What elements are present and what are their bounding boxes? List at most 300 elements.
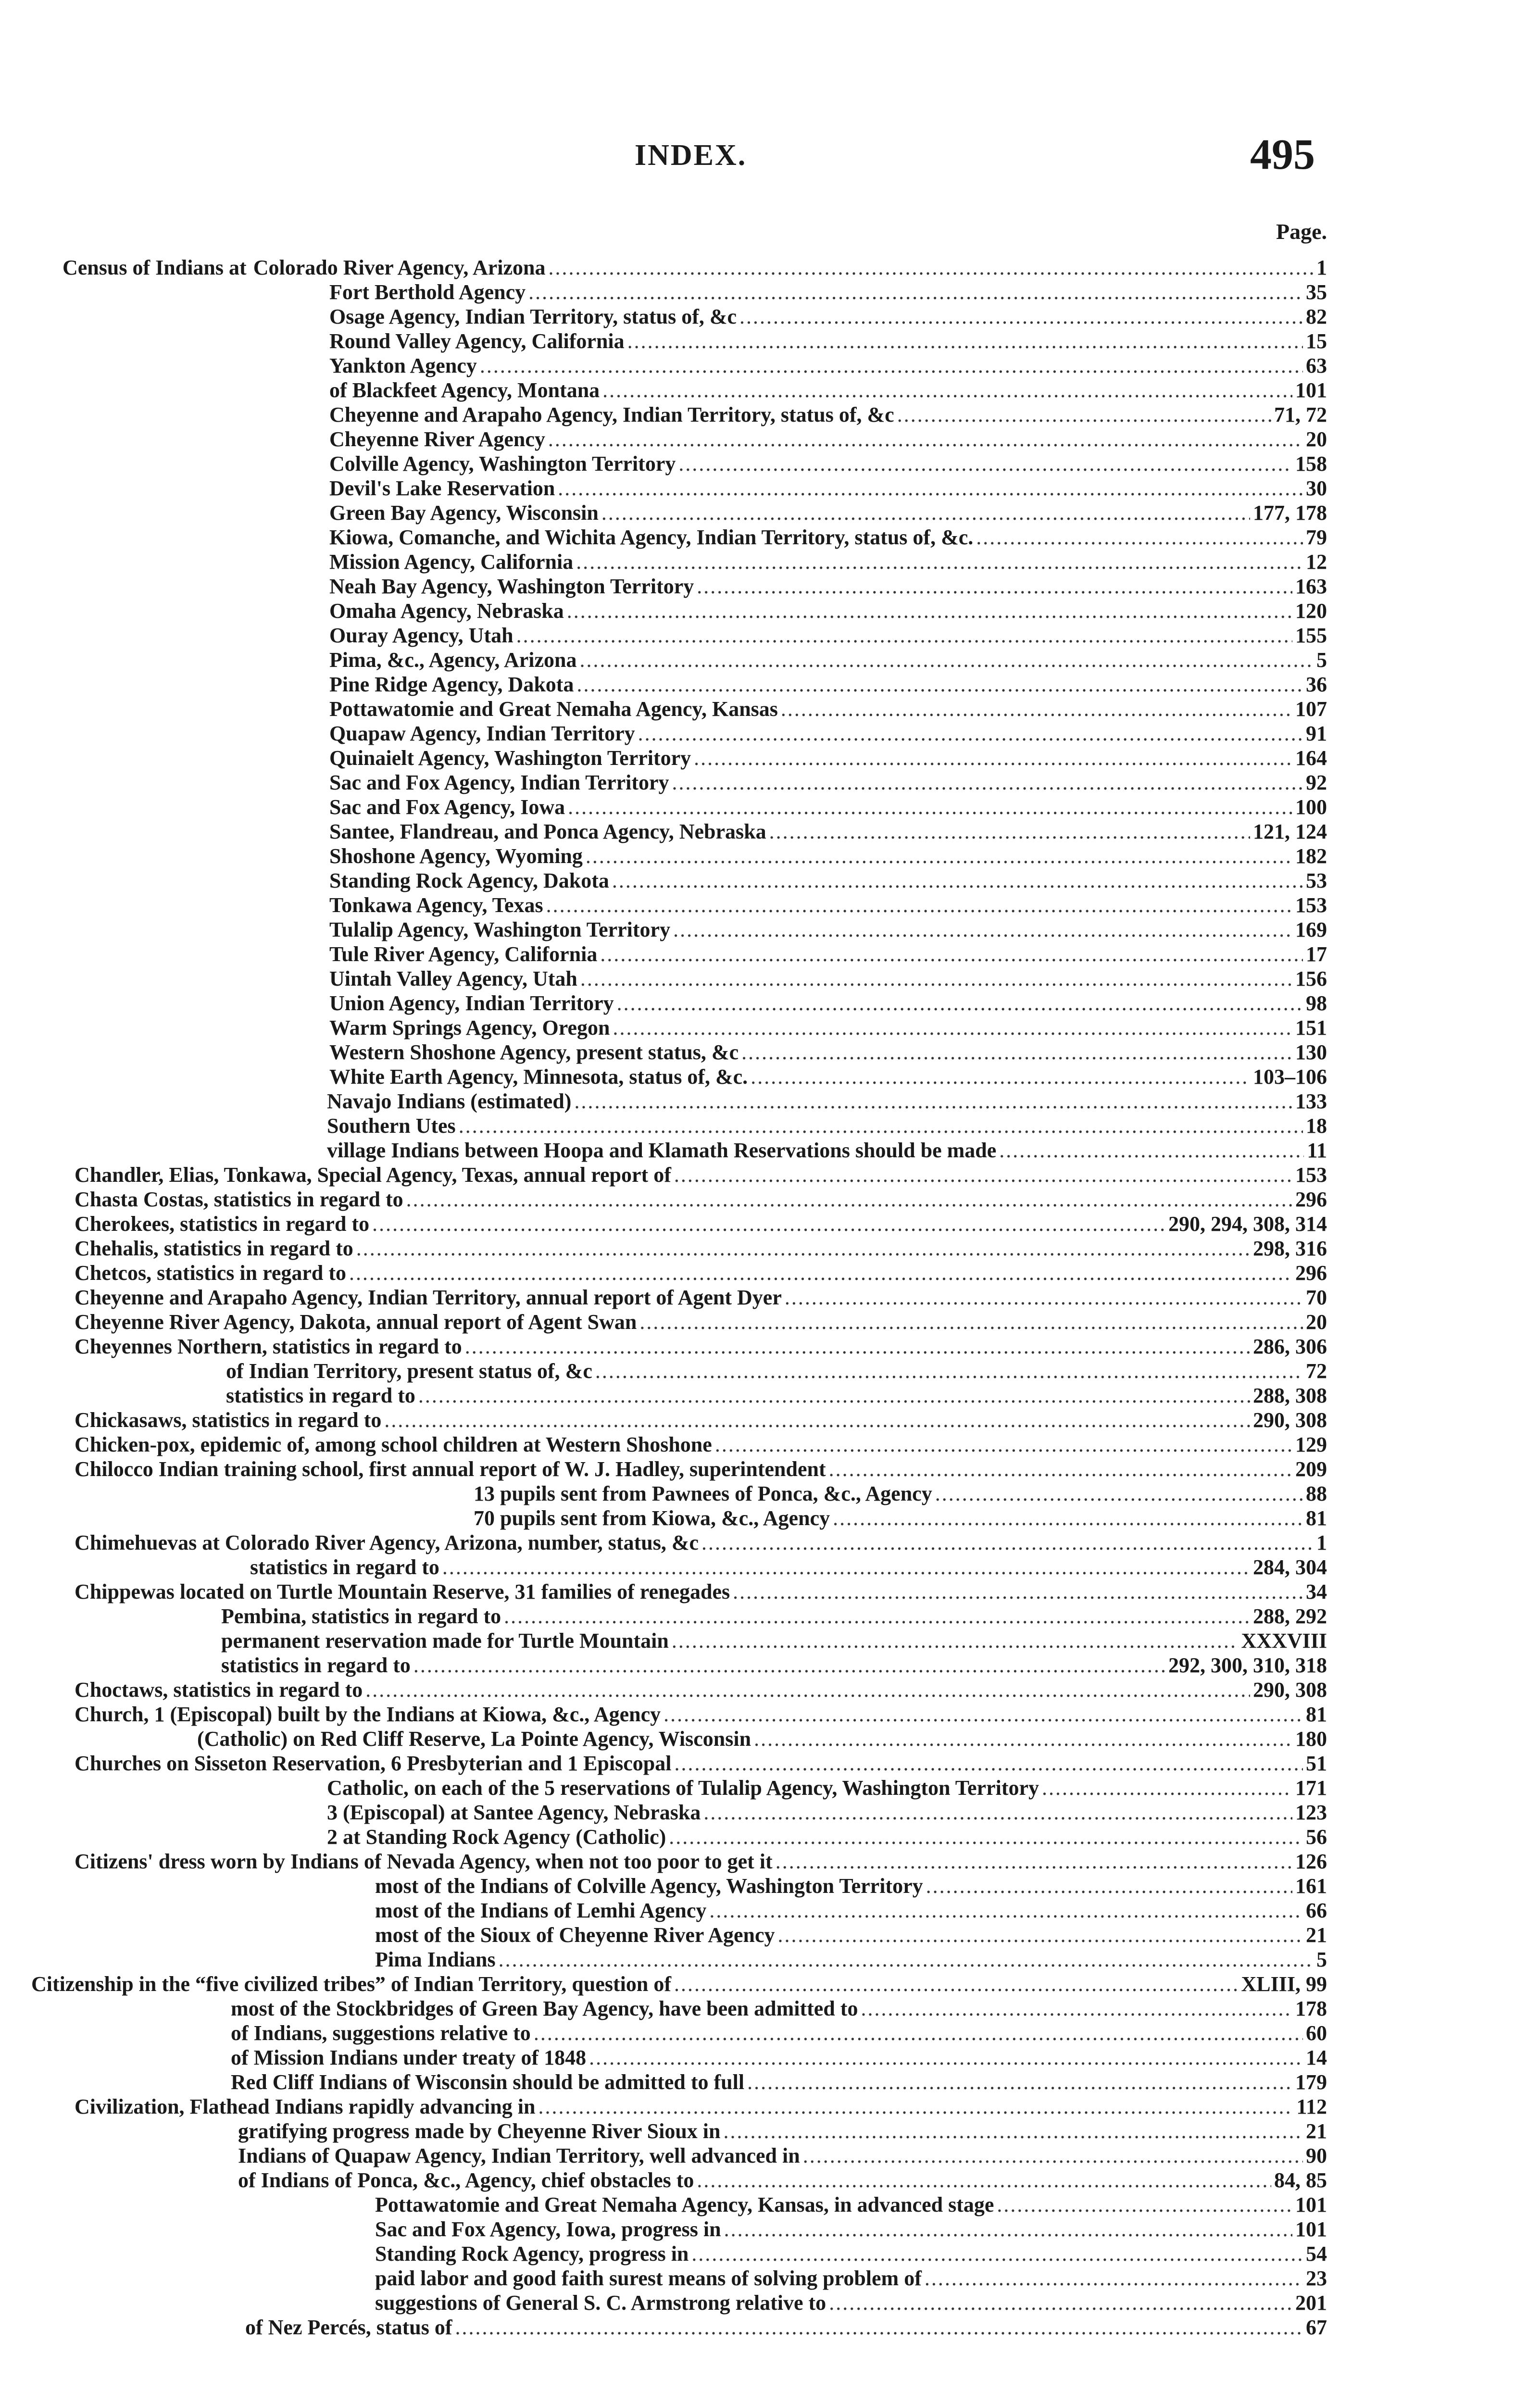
entry-page-ref: 88 bbox=[1306, 1482, 1327, 1505]
index-entry bbox=[75, 1163, 1327, 1187]
dot-leader bbox=[999, 1138, 1304, 1163]
entry-text: Pima Indians bbox=[375, 1948, 496, 1971]
index-entry bbox=[329, 476, 1327, 501]
entry-text: Catholic, on each of the 5 reservations of Tulalip Agency, Washington Territory bbox=[327, 1776, 1039, 1800]
entry-page-ref: 171 bbox=[1295, 1776, 1327, 1800]
entry-page-ref: 129 bbox=[1295, 1433, 1327, 1456]
dot-leader bbox=[516, 623, 1292, 648]
dot-leader bbox=[455, 2315, 1303, 2340]
entry-page-ref: 296 bbox=[1295, 1188, 1327, 1211]
dot-leader bbox=[674, 1751, 1303, 1776]
index-entry bbox=[329, 451, 1327, 476]
entry-page-ref: 79 bbox=[1306, 526, 1327, 549]
entry-page-ref: 290, 308 bbox=[1253, 1678, 1327, 1702]
entry-text: Pottawatomie and Great Nemaha Agency, Kansas, in advanced stage bbox=[375, 2193, 994, 2216]
index-entry bbox=[329, 1040, 1327, 1064]
entry-text: Osage Agency, Indian Territory, status of, &c bbox=[329, 305, 737, 328]
index-entry bbox=[238, 2143, 1327, 2168]
dot-leader bbox=[769, 819, 1250, 844]
dot-leader bbox=[669, 1825, 1303, 1849]
entry-page-ref: 14 bbox=[1306, 2046, 1327, 2069]
index-entry bbox=[63, 255, 1327, 280]
index-entry bbox=[231, 2070, 1327, 2094]
entry-page-ref: 1 bbox=[1316, 256, 1327, 279]
entry-page-ref: 20 bbox=[1306, 427, 1327, 451]
index-entry bbox=[375, 1923, 1327, 1947]
entry-text: Kiowa, Comanche, and Wichita Agency, Indian Territory, status of, &c. bbox=[329, 526, 974, 549]
index-entry bbox=[329, 623, 1327, 648]
dot-leader bbox=[829, 1457, 1292, 1481]
dot-leader bbox=[741, 1040, 1292, 1064]
entry-text: Colville Agency, Washington Territory bbox=[329, 452, 676, 476]
entry-page-ref: 17 bbox=[1306, 942, 1327, 966]
entry-page-ref: 56 bbox=[1306, 1825, 1327, 1849]
entry-text: Yankton Agency bbox=[329, 354, 477, 377]
entry-text: Green Bay Agency, Wisconsin bbox=[329, 501, 599, 525]
index-entry bbox=[329, 844, 1327, 868]
entry-text: Tulalip Agency, Washington Territory bbox=[329, 918, 671, 941]
dot-leader bbox=[612, 868, 1303, 893]
dot-leader bbox=[803, 2143, 1303, 2168]
entry-text: Devil's Lake Reservation bbox=[329, 476, 555, 500]
dot-leader bbox=[480, 353, 1303, 378]
dot-leader bbox=[589, 2045, 1303, 2070]
entry-page-ref: 290, 308 bbox=[1253, 1408, 1327, 1432]
entry-page-ref: 298, 316 bbox=[1253, 1237, 1327, 1260]
entry-page-ref: 107 bbox=[1295, 697, 1327, 721]
entry-page-ref: 70 bbox=[1306, 1286, 1327, 1309]
dot-leader bbox=[418, 1383, 1250, 1408]
index-entry bbox=[75, 1212, 1327, 1236]
dot-leader bbox=[546, 893, 1292, 917]
index-entry bbox=[327, 1776, 1327, 1800]
entry-text: Chasta Costas, statistics in regard to bbox=[75, 1188, 403, 1211]
index-entry bbox=[327, 1114, 1327, 1138]
index-entry bbox=[75, 1678, 1327, 1702]
entry-page-ref: 153 bbox=[1295, 1163, 1327, 1187]
entry-text: Civilization, Flathead Indians rapidly advancing in bbox=[75, 2095, 536, 2118]
entry-page-ref: 34 bbox=[1306, 1580, 1327, 1603]
dot-leader bbox=[576, 550, 1303, 574]
index-entry bbox=[329, 917, 1327, 942]
entry-page-ref: 158 bbox=[1295, 452, 1327, 476]
dot-leader bbox=[548, 427, 1303, 451]
entry-page-ref: 98 bbox=[1306, 991, 1327, 1015]
dot-leader bbox=[406, 1187, 1292, 1212]
entry-text: Pembina, statistics in regard to bbox=[221, 1604, 501, 1628]
entry-page-ref: 201 bbox=[1295, 2291, 1327, 2315]
entry-page-ref: 126 bbox=[1295, 1850, 1327, 1873]
entry-page-ref: 164 bbox=[1295, 746, 1327, 770]
entry-page-ref: 82 bbox=[1306, 305, 1327, 328]
entry-text: Chippewas located on Turtle Mountain Reserve, 31 families of renegades bbox=[75, 1580, 730, 1603]
index-entry bbox=[327, 1138, 1327, 1163]
index-entry bbox=[75, 2094, 1327, 2119]
dot-leader bbox=[829, 2291, 1292, 2315]
dot-leader bbox=[617, 991, 1303, 1015]
entry-page-ref: 67 bbox=[1306, 2316, 1327, 2339]
dot-leader bbox=[833, 1506, 1303, 1530]
entry-text: 70 pupils sent from Kiowa, &c., Agency bbox=[474, 1506, 830, 1530]
entry-page-ref: 90 bbox=[1306, 2144, 1327, 2167]
dot-leader bbox=[694, 746, 1292, 770]
index-entry bbox=[329, 525, 1327, 550]
entry-text: Chickasaws, statistics in regard to bbox=[75, 1408, 382, 1432]
entry-page-ref: 130 bbox=[1295, 1040, 1327, 1064]
index-entry bbox=[327, 1800, 1327, 1825]
entry-text: Chandler, Elias, Tonkawa, Special Agency, Texas, annual report of bbox=[75, 1163, 671, 1187]
entry-text: Cheyenne River Agency bbox=[329, 427, 545, 451]
index-entry bbox=[329, 893, 1327, 917]
entry-page-ref: 23 bbox=[1306, 2266, 1327, 2290]
entry-page-ref: 101 bbox=[1295, 378, 1327, 402]
entry-page-ref: 72 bbox=[1306, 1359, 1327, 1383]
entry-page-ref: 35 bbox=[1306, 280, 1327, 304]
index-entry bbox=[329, 427, 1327, 451]
index-entry bbox=[75, 1408, 1327, 1432]
index-entry bbox=[329, 795, 1327, 819]
dot-leader bbox=[776, 1849, 1292, 1874]
entry-page-ref: 161 bbox=[1295, 1874, 1327, 1898]
entry-page-ref: 155 bbox=[1295, 624, 1327, 647]
entry-page-ref: 180 bbox=[1295, 1727, 1327, 1751]
index-entry bbox=[329, 402, 1327, 427]
dot-leader bbox=[672, 1628, 1239, 1653]
index-entry bbox=[75, 1457, 1327, 1481]
dot-leader bbox=[459, 1114, 1303, 1138]
entry-text: statistics in regard to bbox=[226, 1384, 415, 1407]
entry-text: of Indians of Ponca, &c., Agency, chief obstacles to bbox=[238, 2168, 694, 2192]
index-entry bbox=[329, 1015, 1327, 1040]
entry-page-ref: 288, 308 bbox=[1253, 1384, 1327, 1407]
entry-text: Western Shoshone Agency, present status, &c bbox=[329, 1040, 739, 1064]
dot-leader bbox=[935, 1481, 1303, 1506]
index-entry bbox=[329, 1064, 1327, 1089]
entry-text: Red Cliff Indians of Wisconsin should be admitted to full bbox=[231, 2070, 745, 2094]
index-entry bbox=[75, 1530, 1327, 1555]
dot-leader bbox=[997, 2192, 1292, 2217]
entry-text: Cheyennes Northern, statistics in regard to bbox=[75, 1335, 462, 1358]
dot-leader bbox=[384, 1408, 1250, 1432]
dot-leader bbox=[549, 255, 1314, 280]
dot-leader bbox=[595, 1359, 1303, 1383]
index-entry bbox=[197, 1727, 1327, 1751]
entry-page-ref: 1 bbox=[1316, 1531, 1327, 1554]
dot-leader bbox=[600, 942, 1303, 966]
entry-page-ref: 101 bbox=[1295, 2217, 1327, 2241]
entry-page-ref: 51 bbox=[1306, 1752, 1327, 1775]
entry-text: Pine Ridge Agency, Dakota bbox=[329, 673, 574, 696]
dot-leader bbox=[739, 304, 1303, 329]
entry-page-ref: 112 bbox=[1296, 2095, 1327, 2118]
entry-text: Neah Bay Agency, Washington Territory bbox=[329, 575, 694, 598]
index-entry bbox=[329, 672, 1327, 697]
entry-page-ref: 18 bbox=[1306, 1114, 1327, 1138]
index-entry bbox=[238, 2168, 1327, 2192]
index-entry bbox=[75, 1236, 1327, 1261]
index-entry bbox=[329, 966, 1327, 991]
index-entry bbox=[75, 1702, 1327, 1727]
dot-leader bbox=[365, 1678, 1250, 1702]
entry-page-ref: 11 bbox=[1307, 1139, 1327, 1162]
index-entry bbox=[329, 574, 1327, 599]
dot-leader bbox=[638, 721, 1303, 746]
index-entry bbox=[375, 2192, 1327, 2217]
dot-leader bbox=[602, 378, 1292, 402]
dot-leader bbox=[926, 1874, 1292, 1898]
entry-page-ref: 20 bbox=[1306, 1310, 1327, 1334]
entry-text: Citizenship in the “five civilized tribes” of Indian Territory, question of bbox=[31, 1972, 672, 1996]
entry-text: Sac and Fox Agency, Iowa, progress in bbox=[375, 2217, 721, 2241]
dot-leader bbox=[568, 795, 1292, 819]
entry-text: Pima, &c., Agency, Arizona bbox=[329, 648, 577, 672]
entry-text: Shoshone Agency, Wyoming bbox=[329, 844, 583, 868]
dot-leader bbox=[639, 1310, 1303, 1334]
page-number: 495 bbox=[1250, 131, 1315, 178]
entry-text: Omaha Agency, Nebraska bbox=[329, 599, 564, 623]
index-entry bbox=[329, 648, 1327, 672]
index-entry bbox=[329, 942, 1327, 966]
entry-text: Standing Rock Agency, Dakota bbox=[329, 869, 609, 892]
index-entry bbox=[75, 1334, 1327, 1359]
entry-text: gratifying progress made by Cheyenne River Sioux in bbox=[238, 2119, 721, 2143]
index-entry bbox=[231, 1996, 1327, 2021]
entry-page-ref: 156 bbox=[1295, 967, 1327, 990]
entry-text: Indians of Quapaw Agency, Indian Territory, well advanced in bbox=[238, 2144, 800, 2167]
entry-text: Church, 1 (Episcopal) built by the Indians at Kiowa, &c., Agency bbox=[75, 1703, 661, 1726]
entry-page-ref: 66 bbox=[1306, 1899, 1327, 1922]
entry-page-ref: 182 bbox=[1295, 844, 1327, 868]
dot-leader bbox=[567, 599, 1292, 623]
entry-text: most of the Stockbridges of Green Bay Agency, have been admitted to bbox=[231, 1997, 858, 2020]
dot-leader bbox=[897, 402, 1271, 427]
entry-page-ref: 84, 85 bbox=[1274, 2168, 1327, 2192]
dot-leader bbox=[442, 1555, 1250, 1579]
entry-text: of Nez Percés, status of bbox=[245, 2316, 452, 2339]
dot-leader bbox=[356, 1236, 1250, 1261]
entry-text: Uintah Valley Agency, Utah bbox=[329, 967, 577, 990]
entry-text: Sac and Fox Agency, Iowa bbox=[329, 795, 565, 819]
dot-leader bbox=[664, 1702, 1303, 1727]
dot-leader bbox=[678, 451, 1292, 476]
entry-page-ref: 100 bbox=[1295, 795, 1327, 819]
dot-leader bbox=[349, 1261, 1292, 1285]
index-entry bbox=[75, 1432, 1327, 1457]
entry-text: White Earth Agency, Minnesota, status of, &c. bbox=[329, 1065, 748, 1089]
entry-page-ref: 153 bbox=[1295, 893, 1327, 917]
index-entry bbox=[474, 1481, 1327, 1506]
page-column-heading: Page. bbox=[1276, 219, 1327, 244]
entry-text: Round Valley Agency, California bbox=[329, 329, 625, 353]
entry-text: most of the Indians of Colville Agency, Washington Territory bbox=[375, 1874, 923, 1898]
entry-page-ref: 15 bbox=[1306, 329, 1327, 353]
entry-page-ref: XLIII, 99 bbox=[1241, 1972, 1327, 1996]
entry-text: Warm Springs Agency, Oregon bbox=[329, 1016, 610, 1039]
dot-leader bbox=[413, 1653, 1165, 1678]
dot-leader bbox=[785, 1285, 1303, 1310]
entry-text: Cheyenne and Arapaho Agency, Indian Territory, annual report of Agent Dyer bbox=[75, 1286, 782, 1309]
index-entry bbox=[329, 819, 1327, 844]
entry-page-ref: 60 bbox=[1306, 2021, 1327, 2045]
entry-text: Sac and Fox Agency, Indian Territory bbox=[329, 771, 669, 794]
index-entry bbox=[329, 378, 1327, 402]
dot-leader bbox=[747, 2070, 1292, 2094]
dot-leader bbox=[528, 280, 1303, 304]
index-entry bbox=[231, 2045, 1327, 2070]
entry-text: 3 (Episcopal) at Santee Agency, Nebraska bbox=[327, 1801, 701, 1824]
index-entry bbox=[327, 1089, 1327, 1114]
entry-page-ref: 81 bbox=[1306, 1506, 1327, 1530]
dot-leader bbox=[534, 2021, 1303, 2045]
dot-leader bbox=[674, 1972, 1238, 1996]
dot-leader bbox=[781, 697, 1292, 721]
dot-leader bbox=[1042, 1776, 1292, 1800]
dot-leader bbox=[691, 2241, 1303, 2266]
index-entry bbox=[250, 1555, 1327, 1579]
index-entry bbox=[221, 1628, 1327, 1653]
entry-text: Quapaw Agency, Indian Territory bbox=[329, 722, 635, 745]
entry-text: Ouray Agency, Utah bbox=[329, 624, 513, 647]
index-entry bbox=[329, 599, 1327, 623]
index-entry bbox=[327, 1825, 1327, 1849]
index-entry bbox=[238, 2119, 1327, 2143]
dot-leader bbox=[586, 844, 1292, 868]
index-entry bbox=[329, 746, 1327, 770]
dot-leader bbox=[372, 1212, 1165, 1236]
entry-text: statistics in regard to bbox=[221, 1653, 411, 1677]
entry-text: Pottawatomie and Great Nemaha Agency, Kansas bbox=[329, 697, 778, 721]
index-entry bbox=[221, 1653, 1327, 1678]
entry-page-ref: 5 bbox=[1316, 648, 1327, 672]
entry-lead-heading: Census of Indians at bbox=[63, 256, 247, 279]
index-entry bbox=[329, 770, 1327, 795]
entry-text: Standing Rock Agency, progress in bbox=[375, 2242, 689, 2266]
index-entry bbox=[31, 1972, 1327, 1996]
entry-text: paid labor and good faith surest means of solving problem of bbox=[375, 2266, 922, 2290]
index-entry bbox=[375, 2241, 1327, 2266]
entry-page-ref: 121, 124 bbox=[1253, 820, 1327, 843]
dot-leader bbox=[576, 672, 1303, 697]
entry-page-ref: 71, 72 bbox=[1274, 403, 1327, 426]
entry-text: (Catholic) on Red Cliff Reserve, La Pointe Agency, Wisconsin bbox=[197, 1727, 751, 1751]
entry-text: Choctaws, statistics in regard to bbox=[75, 1678, 363, 1702]
index-entry bbox=[75, 1310, 1327, 1334]
dot-leader bbox=[499, 1947, 1314, 1972]
entry-page-ref: 151 bbox=[1295, 1016, 1327, 1039]
dot-leader bbox=[672, 770, 1303, 795]
dot-leader bbox=[601, 501, 1250, 525]
dot-leader bbox=[925, 2266, 1303, 2291]
entry-page-ref: 63 bbox=[1306, 354, 1327, 377]
entry-text: Chehalis, statistics in regard to bbox=[75, 1237, 353, 1260]
dot-leader bbox=[613, 1015, 1292, 1040]
entry-page-ref: 163 bbox=[1295, 575, 1327, 598]
entry-text: Churches on Sisseton Reservation, 6 Presbyterian and 1 Episcopal bbox=[75, 1752, 672, 1775]
entry-page-ref: 292, 300, 310, 318 bbox=[1168, 1653, 1327, 1677]
index-entry bbox=[75, 1187, 1327, 1212]
dot-leader bbox=[673, 917, 1292, 942]
entry-text: Southern Utes bbox=[327, 1114, 456, 1138]
entry-page-ref: 53 bbox=[1306, 869, 1327, 892]
index-entry bbox=[75, 1285, 1327, 1310]
dot-leader bbox=[733, 1579, 1303, 1604]
entry-page-ref: 286, 306 bbox=[1253, 1335, 1327, 1358]
dot-leader bbox=[754, 1727, 1292, 1751]
entry-text: Tonkawa Agency, Texas bbox=[329, 893, 543, 917]
index-entry bbox=[375, 1874, 1327, 1898]
index-entry bbox=[375, 1947, 1327, 1972]
entry-page-ref: 91 bbox=[1306, 722, 1327, 745]
dot-leader bbox=[709, 1898, 1303, 1923]
dot-leader bbox=[724, 2217, 1292, 2241]
dot-leader bbox=[701, 1530, 1314, 1555]
entry-text: 13 pupils sent from Pawnees of Ponca, &c., Agency bbox=[474, 1482, 932, 1505]
index-entry bbox=[329, 329, 1327, 353]
entry-page-ref: 5 bbox=[1316, 1948, 1327, 1971]
dot-leader bbox=[715, 1432, 1292, 1457]
entry-page-ref: 12 bbox=[1306, 550, 1327, 574]
dot-leader bbox=[627, 329, 1303, 353]
index-entry bbox=[329, 697, 1327, 721]
entry-text: Union Agency, Indian Territory bbox=[329, 991, 614, 1015]
index-entry bbox=[221, 1604, 1327, 1628]
entry-page-ref: 30 bbox=[1306, 476, 1327, 500]
entry-page-ref: 54 bbox=[1306, 2242, 1327, 2266]
index-entry bbox=[75, 1579, 1327, 1604]
index-entry bbox=[329, 550, 1327, 574]
dot-leader bbox=[697, 2168, 1271, 2192]
entry-page-ref: XXXVIII bbox=[1241, 1629, 1327, 1653]
dot-leader bbox=[697, 574, 1292, 599]
entry-page-ref: 178 bbox=[1295, 1997, 1327, 2020]
index-entry bbox=[375, 2291, 1327, 2315]
dot-leader bbox=[703, 1800, 1292, 1825]
entry-text: Chicken-pox, epidemic of, among school children at Western Shoshone bbox=[75, 1433, 712, 1456]
entry-text: Quinaielt Agency, Washington Territory bbox=[329, 746, 691, 770]
entry-text: Cherokees, statistics in regard to bbox=[75, 1212, 370, 1236]
entry-page-ref: 120 bbox=[1295, 599, 1327, 623]
index-entry bbox=[329, 304, 1327, 329]
entry-text: of Indian Territory, present status of, &c bbox=[226, 1359, 592, 1383]
index-entry bbox=[329, 501, 1327, 525]
dot-leader bbox=[465, 1334, 1250, 1359]
entry-text: Citizens' dress worn by Indians of Nevada Agency, when not too poor to get it bbox=[75, 1850, 773, 1873]
entry-text: Chilocco Indian training school, first annual report of W. J. Hadley, superintendent bbox=[75, 1457, 826, 1481]
entry-page-ref: 103–106 bbox=[1253, 1065, 1327, 1089]
entry-text: Fort Berthold Agency bbox=[329, 280, 526, 304]
index-entry bbox=[75, 1261, 1327, 1285]
entry-page-ref: 177, 178 bbox=[1253, 501, 1327, 525]
entry-text: Cheyenne and Arapaho Agency, Indian Territory, status of, &c bbox=[329, 403, 894, 426]
entry-page-ref: 21 bbox=[1306, 1923, 1327, 1947]
dot-leader bbox=[976, 525, 1303, 550]
entry-text: suggestions of General S. C. Armstrong relative to bbox=[375, 2291, 826, 2315]
entry-page-ref: 81 bbox=[1306, 1703, 1327, 1726]
index-entry bbox=[245, 2315, 1327, 2340]
entry-page-ref: 288, 292 bbox=[1253, 1604, 1327, 1628]
entry-text: 2 at Standing Rock Agency (Catholic) bbox=[327, 1825, 666, 1849]
entry-page-ref: 123 bbox=[1295, 1801, 1327, 1824]
dot-leader bbox=[674, 1163, 1292, 1187]
entry-text: Navajo Indians (estimated) bbox=[327, 1089, 572, 1113]
entry-text: of Mission Indians under treaty of 1848 bbox=[231, 2046, 587, 2069]
index-entry bbox=[329, 280, 1327, 304]
entry-page-ref: 36 bbox=[1306, 673, 1327, 696]
index-entry bbox=[375, 2217, 1327, 2241]
entry-text: of Indians, suggestions relative to bbox=[231, 2021, 531, 2045]
entry-text: most of the Indians of Lemhi Agency bbox=[375, 1899, 707, 1922]
index-entry bbox=[375, 1898, 1327, 1923]
